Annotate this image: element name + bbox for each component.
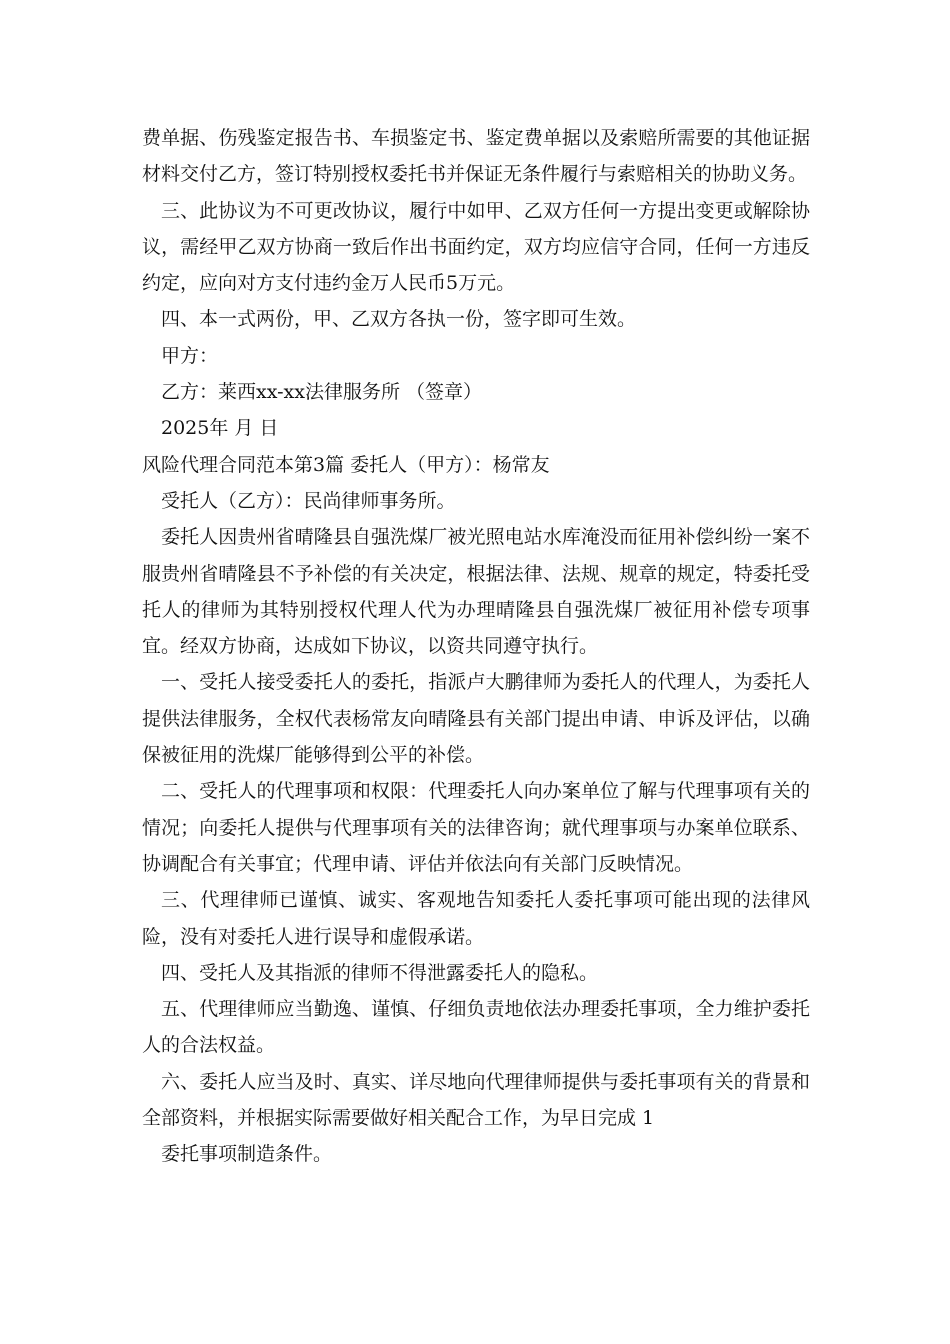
paragraph-clause-four-privacy: 四、受托人及其指派的律师不得泄露委托人的隐私。: [161, 961, 599, 984]
party-a-signature-line: 甲方：: [161, 344, 219, 367]
paragraph-case-background: 委托人因贵州省晴隆县自强洗煤厂被光照电站水库淹没而征用补偿纠纷一案不服贵州省晴隆县不予补偿的有关决定，根据法律、法规、规章的规定，特委托受托人的律师为其特别授权代理人代为办理晴隆县自强洗煤厂被征用补偿专项事宜。经双方协商，达成如下协议，以资共同遵守执行。: [142, 526, 810, 658]
paragraph-clause-four-copies: 四、本一式两份，甲、乙双方各执一份，签字即可生效。: [161, 308, 637, 331]
date-line: 2025年 月 日: [161, 417, 279, 440]
paragraph-clause-five: 五、代理律师应当勤逸、谨慎、仔细负责地依法办理委托事项，全力维护委托人的合法权益。: [142, 998, 810, 1057]
party-b-signature-line: 乙方：莱西xx-xx法律服务所 （签章）: [161, 381, 482, 404]
paragraph-clause-two: 二、受托人的代理事项和权限：代理委托人向办案单位了解与代理事项有关的情况；向委托人提供与代理事项有关的法律咨询；就代理事项与办案单位联系、协调配合有关事宜；代理申请、评估并依法向有关部门反映情况。: [142, 780, 810, 875]
paragraph-clause-three-agreement: 三、此协议为不可更改协议，履行中如甲、乙双方任何一方提出变更或解除协议，需经甲乙双方协商一致后作出书面约定，双方均应信守合同，任何一方违反约定，应向对方支付违约金万人民币5万元。: [142, 199, 810, 295]
paragraph-clause-one: 一、受托人接受委托人的委托，指派卢大鹏律师为委托人的代理人，为委托人提供法律服务，全权代表杨常友向晴隆县有关部门提出申请、申诉及评估，以确保被征用的洗煤厂能够得到公平的补偿。: [142, 671, 810, 767]
paragraph-clause-three-risk: 三、代理律师已谨慎、诚实、客观地告知委托人委托事项可能出现的法律风险，没有对委托人进行误导和虚假承诺。: [142, 889, 810, 948]
paragraph-clause-six: 六、委托人应当及时、真实、详尽地向代理律师提供与委托事项有关的背景和全部资料，并根据实际需要做好相关配合工作，为早日完成 1: [142, 1070, 810, 1130]
paragraph-clause-six-continued: 委托事项制造条件。: [161, 1143, 333, 1166]
document-body: [142, 120, 810, 1173]
paragraph-evidence-materials: 费单据、伤残鉴定报告书、车损鉴定书、鉴定费单据以及索赔所需要的其他证据材料交付乙方，签订特别授权委托书并保证无条件履行与索赔相关的协助义务。: [142, 127, 810, 186]
trustee-line: 受托人（乙方）：民尚律师事务所。: [161, 489, 456, 512]
section-heading-contract-3: 风险代理合同范本第3篇 委托人（甲方）：杨常友: [142, 453, 550, 476]
